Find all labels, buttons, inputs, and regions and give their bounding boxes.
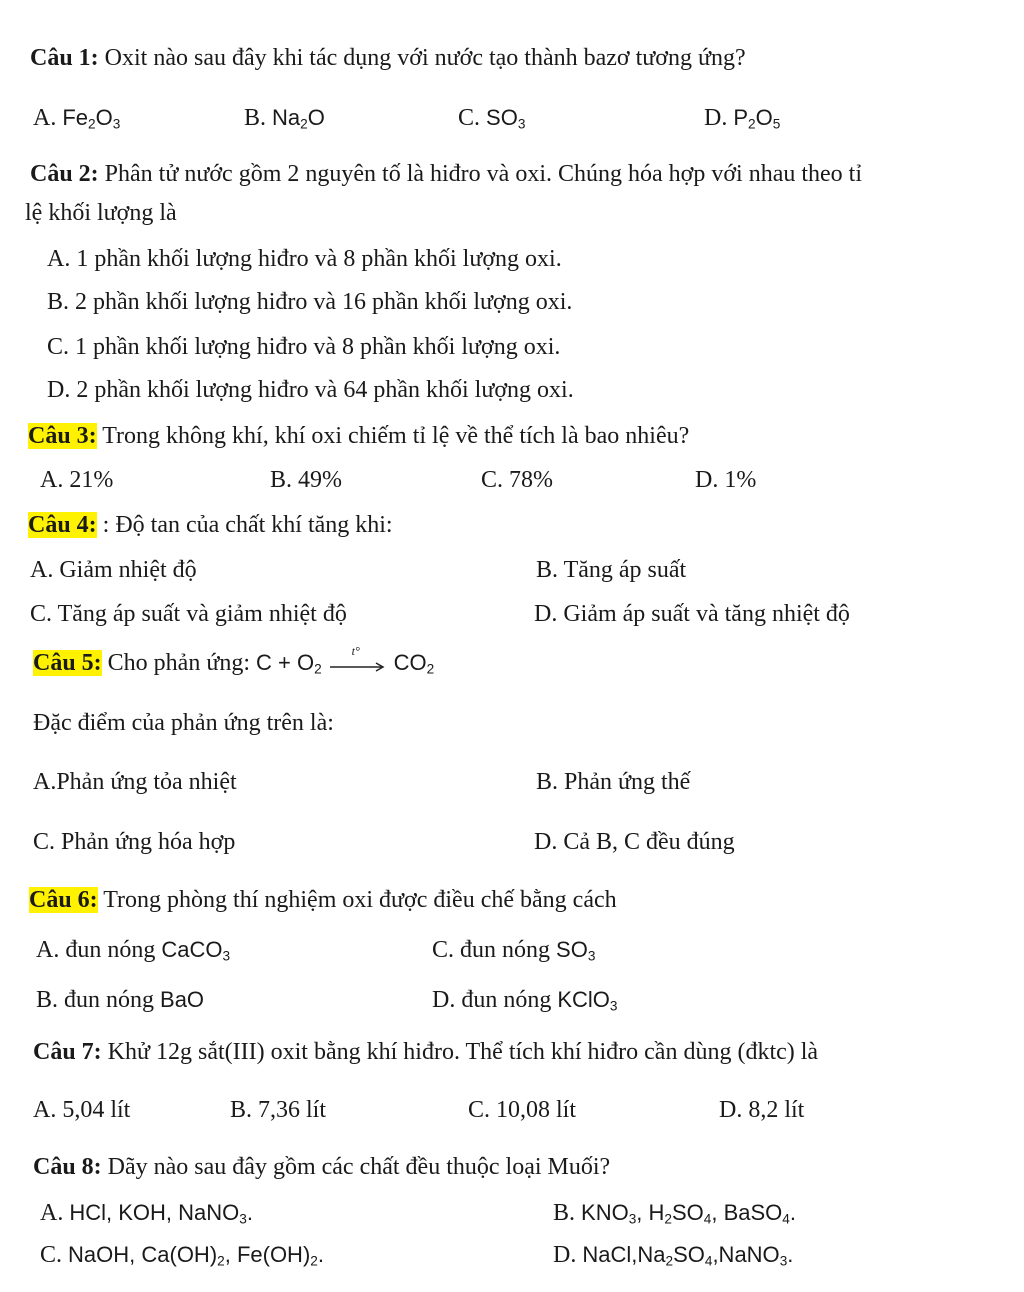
q6-option-c: C. đun nóng $SO_3$ (432, 937, 596, 964)
q8-option-b: B. $KNO_3$, $H_2SO_4$, BaSO$_4$. (553, 1200, 796, 1227)
question-2-text: Phân tử nước gồm 2 nguyên tố là hiđro và oxi. Chúng hóa hợp với nhau theo tỉ (98, 161, 863, 187)
question-1-label: Câu 1: (30, 45, 99, 71)
q1-option-b: B. $Na_2O$ (244, 105, 325, 132)
reaction-arrow-icon (328, 644, 388, 674)
question-6-text: Trong phòng thí nghiệm oxi được điều chế bằng cách (97, 887, 617, 913)
q4-option-a: A. Giảm nhiệt độ (30, 557, 197, 583)
q4-option-b: B. Tăng áp suất (536, 557, 687, 583)
question-8 (33, 1153, 610, 1182)
q4-option-c: C. Tăng áp suất và giảm nhiệt độ (30, 601, 347, 627)
q5-option-b: B. Phản ứng thế (536, 769, 691, 795)
q7-option-a: A. 5,04 lít (33, 1097, 131, 1123)
question-4 (28, 511, 393, 540)
q3-option-c: C. 78% (481, 467, 553, 493)
arrow-label: t° (351, 644, 360, 659)
q1-option-d: D. $P_2O_5$ (704, 105, 781, 132)
q5-option-d: D. Cả B, C đều đúng (534, 829, 735, 855)
question-3-text: Trong không khí, khí oxi chiếm tỉ lệ về thể tích là bao nhiêu? (96, 423, 690, 449)
q3-option-a: A. 21% (40, 467, 114, 493)
question-4-label: Câu 4: (28, 512, 97, 538)
question-1 (30, 44, 746, 73)
q2-option-d: D. 2 phần khối lượng hiđro và 64 phần khối lượng oxi. (47, 377, 574, 403)
q3-option-d: D. 1% (695, 467, 757, 493)
q8-option-c: C. NaOH, $Ca(OH)_2$, $Fe(OH)_2$. (40, 1242, 324, 1269)
q6-option-b: B. đun nóng BaO (36, 987, 205, 1013)
q8-option-d: D. $NaCl,Na_2SO_4,NaNO_3$. (553, 1242, 794, 1269)
q4-option-d: D. Giảm áp suất và tăng nhiệt độ (534, 601, 850, 627)
question-8-label: Câu 8: (33, 1154, 102, 1180)
q1-option-a: A. $Fe_2O_3$ (33, 105, 121, 132)
question-5-text-cont: Đặc điểm của phản ứng trên là: (33, 710, 334, 736)
q5-option-a: A.Phản ứng tỏa nhiệt (33, 769, 237, 795)
question-7-text: Khử 12g sắt(III) oxit bằng khí hiđro. Thể tích khí hiđro cần dùng (đktc) là (101, 1039, 819, 1065)
q7-option-d: D. 8,2 lít (719, 1097, 805, 1123)
q2-option-a: A. 1 phần khối lượng hiđro và 8 phần khối lượng oxi. (47, 246, 562, 272)
reaction-equation: $C + O_2$ (256, 650, 322, 677)
question-8-text: Dãy nào sau đây gồm các chất đều thuộc loại Muối? (101, 1154, 611, 1180)
question-7-label: Câu 7: (33, 1039, 102, 1065)
q6-option-a: A. đun nóng CaCO$_3$ (36, 937, 231, 964)
question-2-text-cont: lệ khối lượng là (25, 200, 177, 226)
question-3-label: Câu 3: (28, 423, 97, 449)
question-7 (33, 1038, 818, 1067)
q7-option-b: B. 7,36 lít (230, 1097, 327, 1123)
question-2 (30, 160, 862, 189)
question-6-label: Câu 6: (29, 887, 98, 913)
question-2-label: Câu 2: (30, 161, 99, 187)
q2-option-c: C. 1 phần khối lượng hiđro và 8 phần khối lượng oxi. (47, 334, 561, 360)
q5-option-c: C. Phản ứng hóa hợp (33, 829, 236, 855)
q6-option-d: D. đun nóng KClO$_3$ (432, 987, 618, 1014)
question-3 (28, 422, 689, 451)
question-5: Câu 5: Cho phản ứng: $C + O_2$ t° $CO_2$ (33, 644, 435, 677)
question-4-text: : Độ tan của chất khí tăng khi: (96, 512, 393, 538)
q3-option-b: B. 49% (270, 467, 342, 493)
q1-option-c: C. $SO_3$ (458, 105, 526, 132)
q7-option-c: C. 10,08 lít (468, 1097, 577, 1123)
question-6 (29, 886, 617, 915)
question-5-text: Cho phản ứng: (101, 650, 257, 676)
question-1-text: Oxit nào sau đây khi tác dụng với nước tạo thành bazơ tương ứng? (98, 45, 746, 71)
q2-option-b: B. 2 phần khối lượng hiđro và 16 phần khối lượng oxi. (47, 289, 573, 315)
q8-option-a: A. HCl, KOH, NaNO$_3$. (40, 1200, 253, 1227)
question-5-label: Câu 5: (33, 650, 102, 676)
